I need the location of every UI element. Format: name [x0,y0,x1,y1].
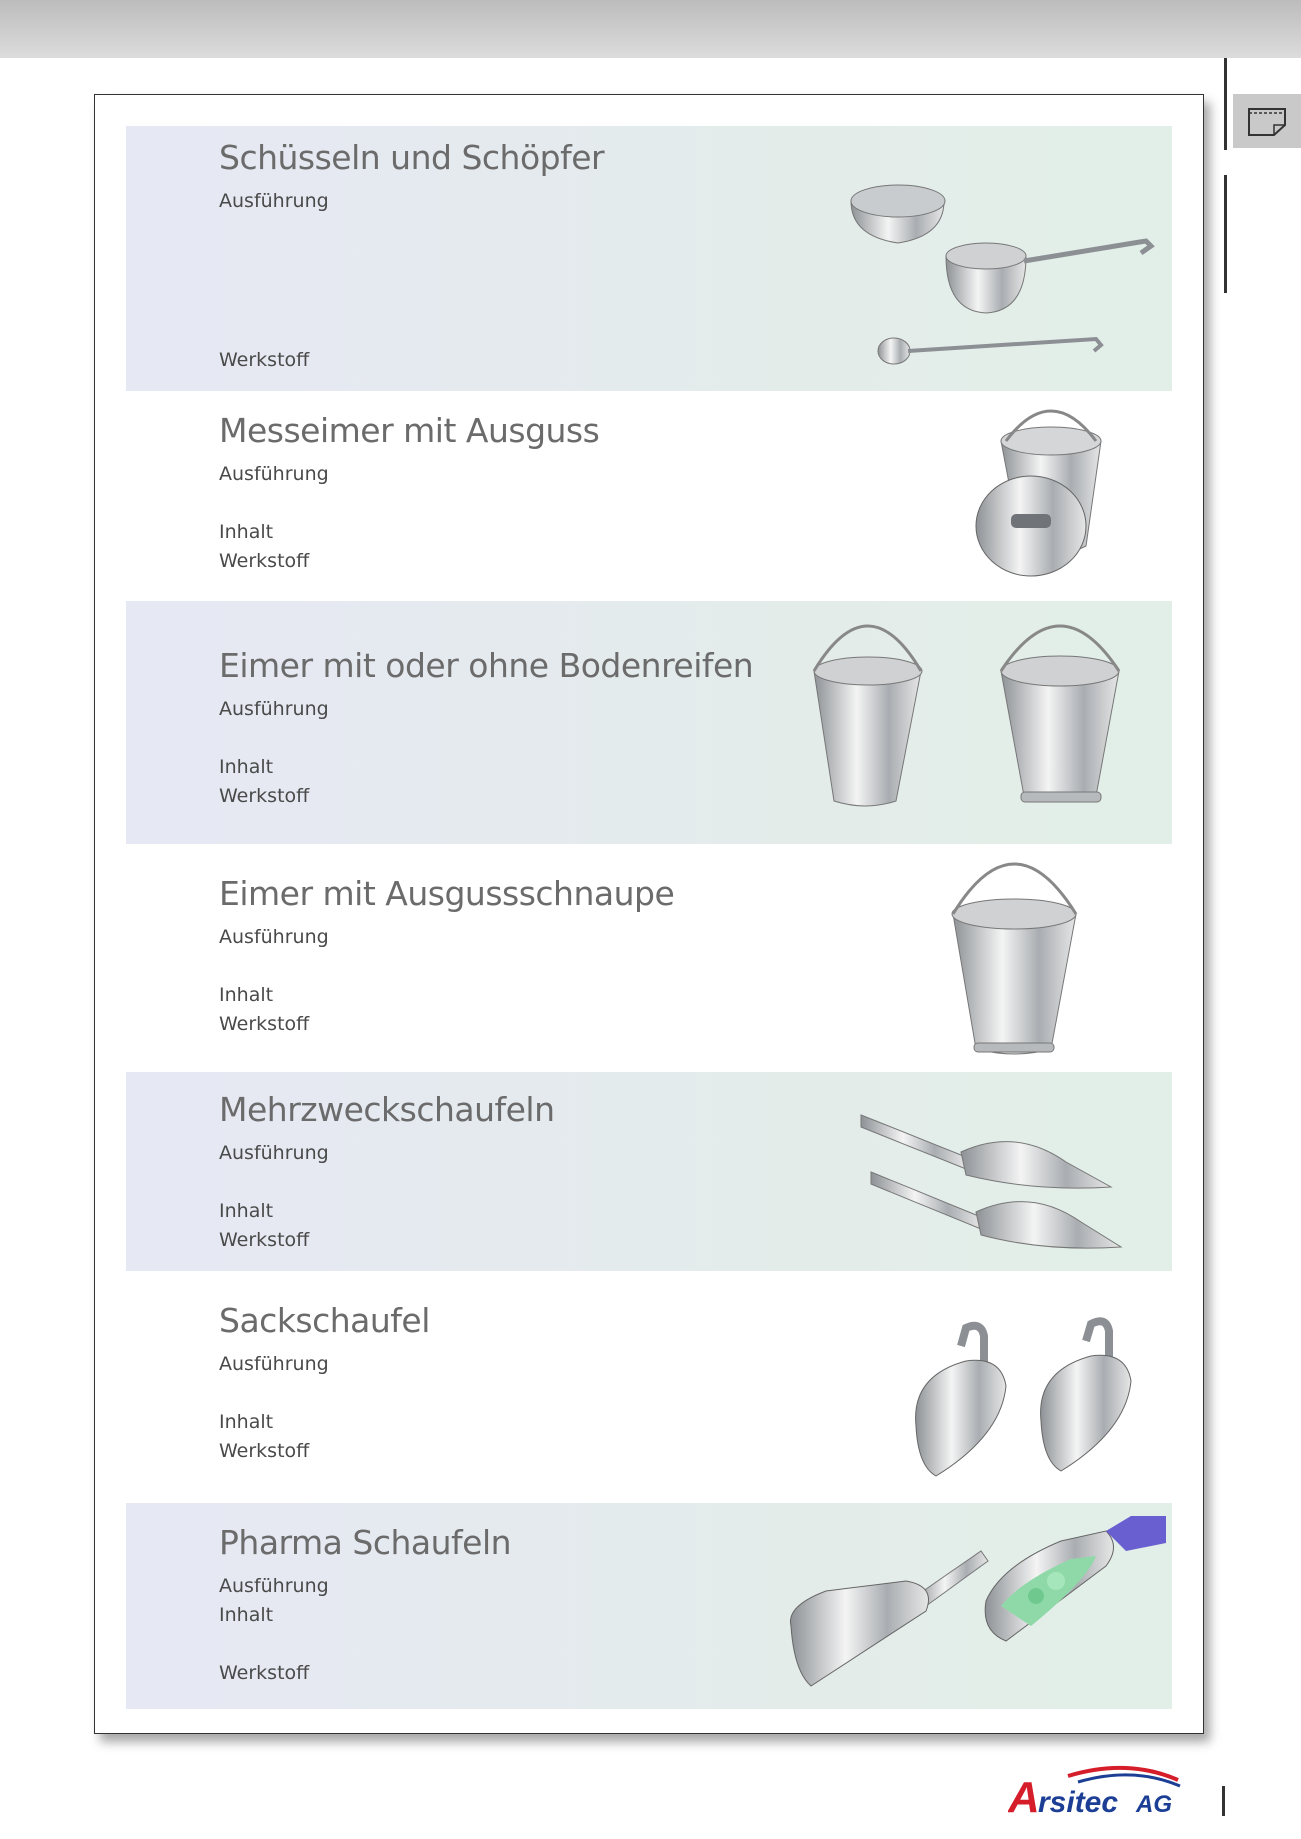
label-ausfuehrung: Ausführung [219,698,329,720]
label-ausfuehrung: Ausführung [219,1142,329,1164]
spout-bucket-image [941,849,1111,1064]
side-divider [1224,58,1227,150]
label-werkstoff: Werkstoff [219,1662,310,1684]
label-werkstoff: Werkstoff [219,785,310,807]
label-ausfuehrung: Ausführung [219,463,329,485]
label-ausfuehrung: Ausführung [219,1353,329,1375]
section-title: Sackschaufel [219,1301,430,1340]
svg-text:AG: AG [1136,1791,1172,1818]
product-section [126,126,1172,391]
svg-text:A: A [1008,1773,1040,1820]
product-section [126,844,1172,1072]
product-section [126,1271,1172,1503]
bowl-and-ladles-image [846,161,1156,381]
product-section [126,601,1172,844]
folder-tab-icon [1246,105,1288,137]
label-ausfuehrung: Ausführung [219,190,329,212]
label-werkstoff: Werkstoff [219,1013,310,1035]
label-inhalt: Inhalt [219,1411,274,1433]
label-werkstoff: Werkstoff [219,1440,310,1462]
label-werkstoff: Werkstoff [219,1229,310,1251]
multipurpose-scoops-image [856,1107,1146,1257]
buckets-image [806,606,1156,826]
svg-text:rsitec: rsitec [1038,1786,1119,1819]
section-title: Mehrzweckschaufeln [219,1090,555,1129]
side-divider [1224,175,1227,293]
side-tab[interactable] [1233,94,1301,148]
top-bar [0,0,1301,58]
label-ausfuehrung: Ausführung [219,1575,329,1597]
product-section [126,391,1172,601]
section-title: Schüsseln und Schöpfer [219,138,605,177]
product-section [126,1503,1172,1709]
label-inhalt: Inhalt [219,1200,274,1222]
label-werkstoff: Werkstoff [219,550,310,572]
section-title: Pharma Schaufeln [219,1523,512,1562]
sack-scoops-image [906,1316,1146,1481]
label-inhalt: Inhalt [219,984,274,1006]
product-section [126,1072,1172,1271]
label-inhalt: Inhalt [219,1604,274,1626]
footer-divider [1222,1786,1225,1816]
catalog-page [94,94,1204,1734]
label-ausfuehrung: Ausführung [219,926,329,948]
section-title: Messeimer mit Ausguss [219,411,600,450]
arsitec-logo [1008,1760,1183,1820]
pharma-scoops-image [786,1511,1166,1701]
measuring-bucket-image [966,396,1146,596]
section-title: Eimer mit oder ohne Bodenreifen [219,646,754,685]
label-inhalt: Inhalt [219,756,274,778]
label-inhalt: Inhalt [219,521,274,543]
section-title: Eimer mit Ausgussschnaupe [219,874,675,913]
label-werkstoff: Werkstoff [219,349,310,371]
